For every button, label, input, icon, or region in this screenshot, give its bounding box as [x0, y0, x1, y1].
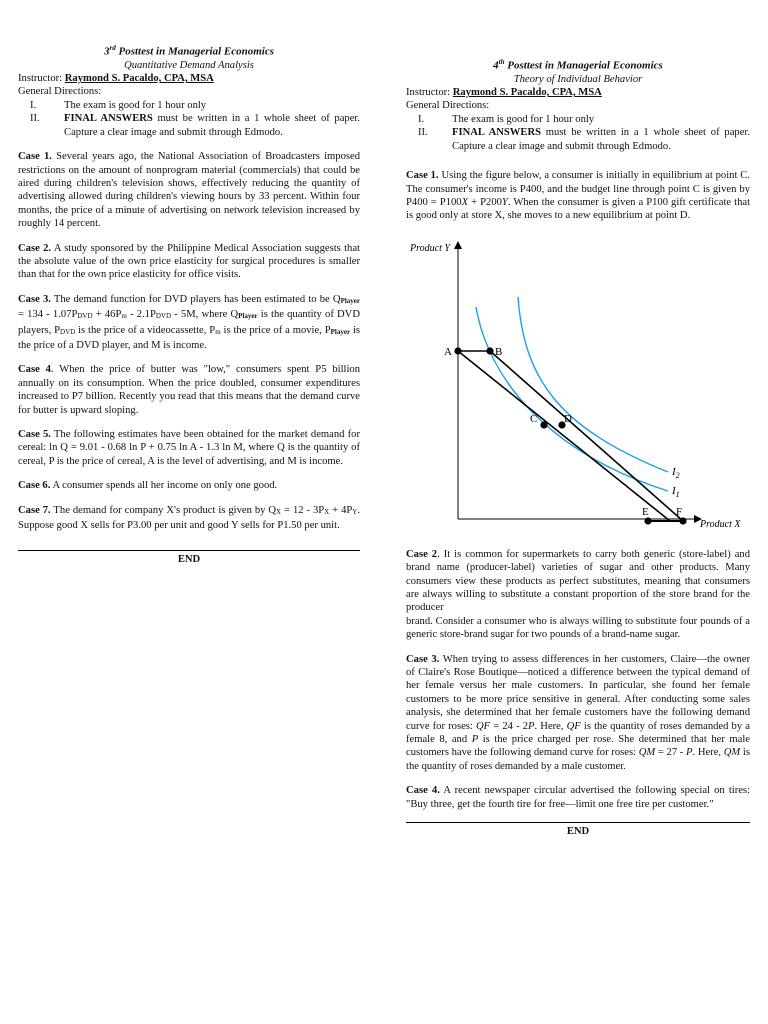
right-case-1: Case 1. Using the figure below, a consumer is initially in equilibrium at point C. The consumer's income is P400, and the budget line through point C is given by P400 = P100X + P200Y. When the consumer is given a P100 gift certificate that is good only at store X, she moves to a new equilibrium at point D.	[406, 170, 751, 222]
point-F	[679, 517, 686, 524]
point-B	[486, 347, 493, 354]
left-instructor-name: Raymond S. Pacaldo, CPA, MSA	[64, 73, 214, 85]
right-end-marker: END	[566, 825, 590, 837]
right-instructor-line: Instructor: Raymond S. Pacaldo, CPA, MSA	[406, 87, 602, 99]
right-instructor-name: Raymond S. Pacaldo, CPA, MSA	[452, 87, 602, 99]
left-case-1: Case 1. Several years ago, the National Association of Broadcasters imposed restrictions on the amount of nonprogram material (commercials) that could be aired during children's television shows, effectively reducing the quantity of advertising allowed during children's viewing hours by 33 percent. Within four months, the price of a minute of advertising on network television increased by roughly 14 percent.	[18, 151, 360, 230]
y-axis-label: Product Y	[410, 242, 450, 254]
left-end-rule	[18, 550, 360, 551]
left-general-directions-label: General Directions:	[18, 86, 102, 98]
point-C	[540, 421, 547, 428]
right-exam-column	[406, 56, 750, 838]
left-exam-title: 3rd Posttest in Managerial Economics	[103, 44, 275, 58]
left-exam-column	[18, 42, 360, 567]
left-case-3: Case 3. The demand function for DVD players has been estimated to be QPlayer = 134 - 1.07PDVD + 46Pm - 2.1PDVD - 5M, where QPlayer is the quantity of DVD players, PDVD is the price of a videocassette, Pm is the price of a movie, PPlayer is the price of a DVD player, and M is income.	[18, 293, 361, 351]
right-case-4: Case 4. A recent newspaper circular advertised the following special on tires: "Buy three, get the fourth tire for free—limit one free tire per customer."	[406, 785, 751, 810]
left-case-7: Case 7. The demand for company X's product is given by QX = 12 - 3PX + 4PY. Suppose good X sells for P3.00 per unit and good Y sells for P1.50 per unit.	[18, 504, 360, 532]
left-case-2: Case 2. A study sponsored by the Philippine Medical Association suggests that the absolute value of the own price elasticity for surgical procedures is smaller than that for the own price elasticity for office visits.	[18, 242, 361, 281]
left-case-5: Case 5. The following estimates have been obtained for the market demand for cereal: ln Q = 9.01 - 0.68 ln P + 0.75 ln A - 1.3 ln M, where Q is the quantity of cereal, P is the price of cereal, A is the level of advertising, and M is income.	[18, 429, 360, 467]
left-directions-list	[18, 99, 360, 139]
label-I2: $I_2$	[672, 465, 680, 480]
indifference-curve-I2	[518, 297, 668, 472]
left-direction-2: II. FINAL ANSWERS must be written in a 1 whole sheet of paper. Capture a clear image and submit through Edmodo.	[30, 113, 360, 138]
left-exam-subtitle: Quantitative Demand Analysis	[124, 59, 254, 71]
point-E	[644, 517, 651, 524]
label-E: E	[642, 505, 649, 518]
budget-line-AE	[458, 351, 670, 521]
x-axis-label: Product X	[700, 518, 741, 530]
label-B: B	[495, 345, 503, 358]
left-instructor-line: Instructor: Raymond S. Pacaldo, CPA, MSA	[18, 73, 214, 85]
label-C: C	[530, 412, 538, 425]
label-A: A	[444, 345, 452, 358]
indifference-curve-figure	[406, 237, 750, 537]
right-directions-list	[406, 113, 750, 153]
left-case-6: Case 6. A consumer spends all her income on only one good.	[18, 480, 278, 492]
label-I1: $I_1$	[672, 484, 680, 499]
right-general-directions-label: General Directions:	[406, 100, 490, 112]
left-direction-1: I. The exam is good for 1 hour only	[30, 99, 207, 111]
label-F: F	[676, 505, 683, 518]
right-direction-2: II. FINAL ANSWERS must be written in a 1 whole sheet of paper. Capture a clear image and submit through Edmodo.	[418, 127, 750, 152]
right-case-2: Case 2. It is common for supermarkets to carry both generic (store-label) and brand name (producer-label) varieties of sugar and other products. Many consumers view these products as perfect substitutes, meaning that consumers are always willing to substitute a constant proportion of the store brand for the producer brand. Consider a consumer who is always willing to substitute four pounds of a generic store-brand sugar for two pounds of a brand-name sugar.	[406, 548, 751, 641]
right-direction-1: I. The exam is good for 1 hour only	[418, 113, 595, 125]
right-exam-title: 4th Posttest in Managerial Economics	[493, 58, 663, 72]
left-end-marker: END	[177, 554, 201, 566]
point-A	[454, 347, 461, 354]
label-D: D	[564, 412, 572, 425]
budget-line-BF	[490, 351, 683, 521]
right-exam-subtitle: Theory of Individual Behavior	[513, 73, 643, 85]
left-case-4: Case 4. When the price of butter was "low," consumers spent P5 billion annually on its consumption. When the price doubled, consumer expenditures increased to P7 billion. Recently you read that this means that the demand curve for butter is upward sloping.	[18, 364, 360, 416]
right-case-3: Case 3. When trying to assess differences in her customers, Claire—the owner of Claire's Rose Boutique—noticed a difference between the typical demand of her female versus her male customers. In particular, she found her female customers to be more price sensitive in general. After conducting some sales analysis, she determined that her female customers have the following demand curve for roses: QF = 24 - 2P. Here, QF is the quantity of roses demanded by a female 8, and P is the price charged per rose. She determined that her male customers have the following demand curve for roses: QM = 27 - P. Here, QM is the quantity of roses demanded by a male customer.	[406, 653, 750, 772]
right-end-rule	[406, 822, 750, 823]
indifference-curve-I1	[476, 307, 668, 491]
